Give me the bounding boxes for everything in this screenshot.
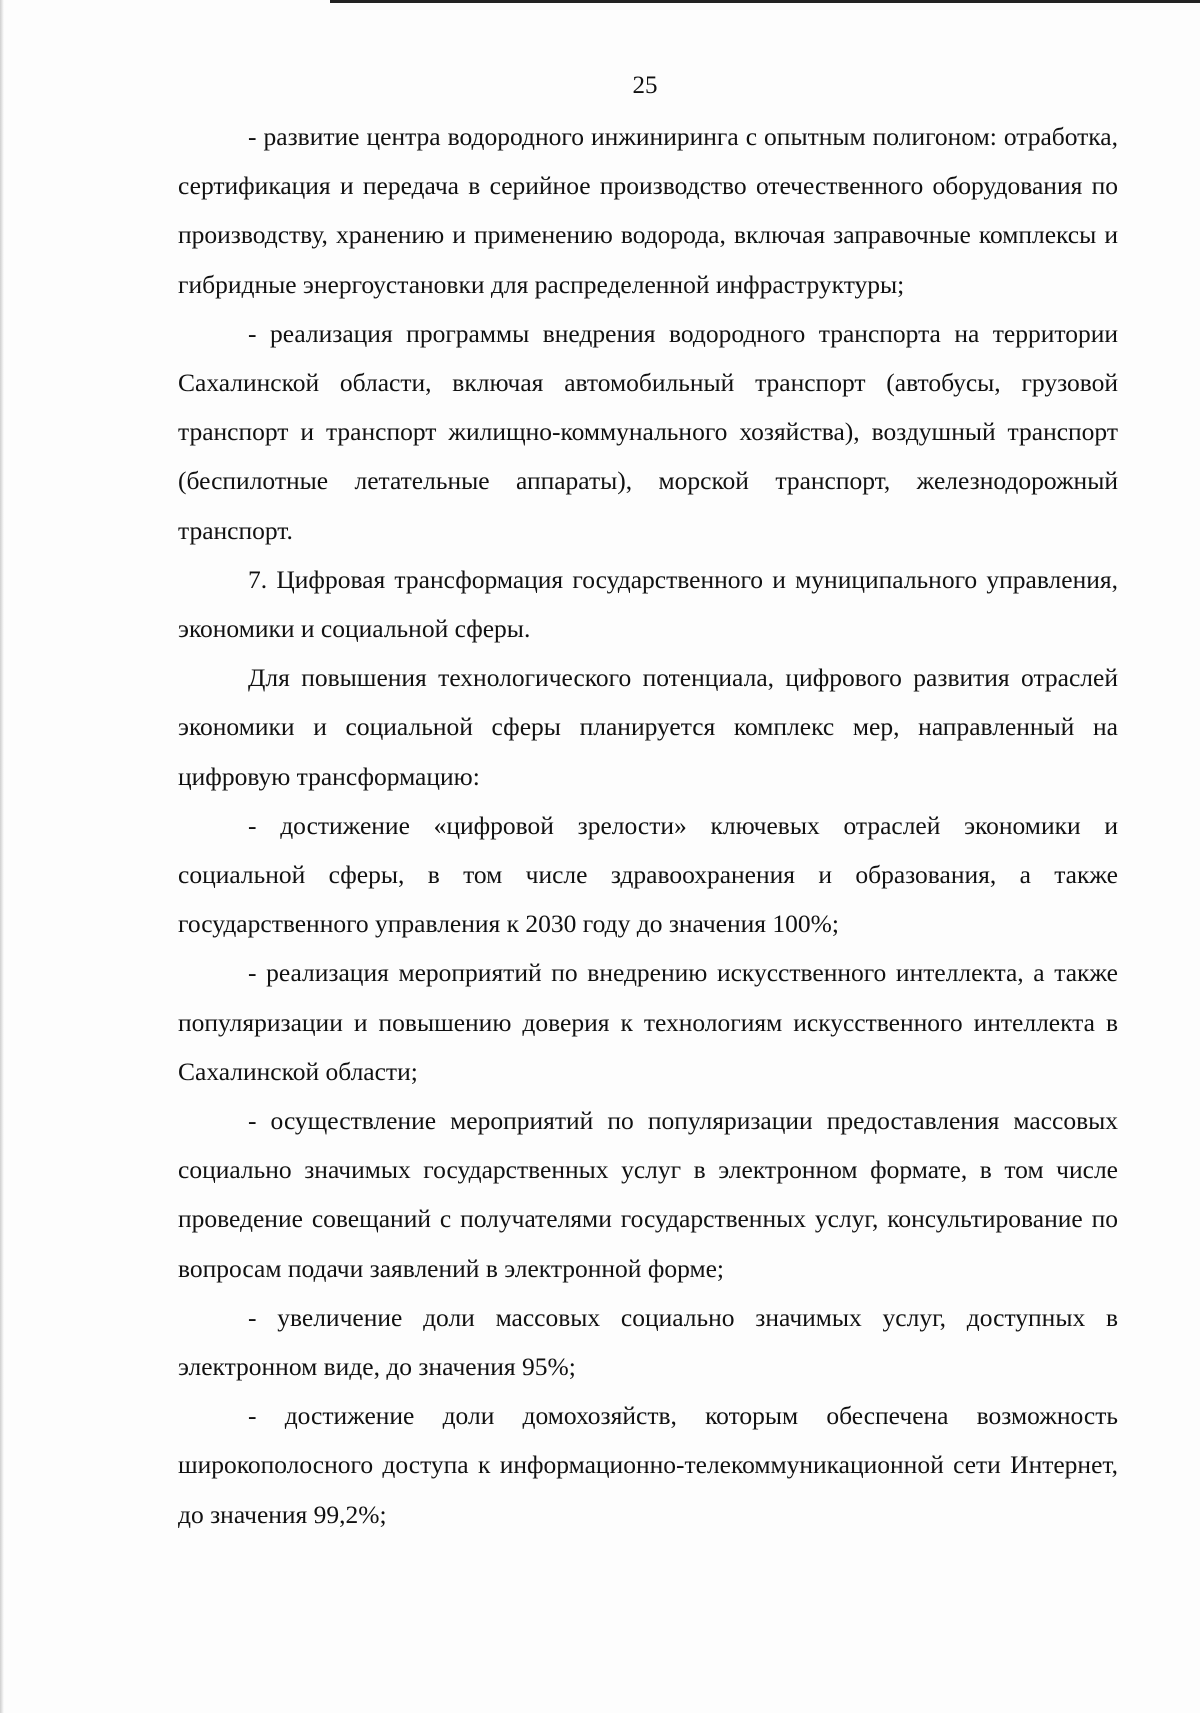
- paragraph-broadband-households: - достижение доли домохозяйств, которым обеспечена возможность широкополосного доступа к информационно-телекоммуникационной сети Интернет, до значения 99,2%;: [178, 1401, 1118, 1529]
- page-number: 25: [632, 72, 658, 99]
- paragraph-section-7-heading: 7. Цифровая трансформация государственного и муниципального управления, экономики и социальной сферы.: [178, 564, 1118, 644]
- paragraph-digital-intro: Для повышения технологического потенциала, цифрового развития отраслей экономики и социальной сферы планируется комплекс мер, направленный на цифровую трансформацию:: [178, 663, 1118, 791]
- paragraph-artificial-intelligence: - реализация мероприятий по внедрению искусственного интеллекта, а также популяризации и повышению доверия к технологиям искусственного интеллекта в Сахалинской области;: [178, 958, 1118, 1086]
- paragraph-public-services-promotion: - осуществление мероприятий по популяризации предоставления массовых социально значимых государственных услуг в электронном формате, в том числе проведение совещаний с получателями государственных услуг, консультирование по вопросам подачи заявлений в электронной форме;: [178, 1106, 1118, 1283]
- paragraph-hydrogen-transport: - реализация программы внедрения водородного транспорта на территории Сахалинской области, включая автомобильный транспорт (автобусы, грузовой транспорт и транспорт жилищно-коммунального хозяйства), воздушный транспорт (беспилотные летательные аппараты), морской транспорт, железнодорожный транспорт.: [178, 318, 1118, 545]
- document-body: [178, 112, 1118, 1539]
- paragraph-hydrogen-engineering: - развитие центра водородного инжиниринга с опытным полигоном: отработка, сертификация и передача в серийное производство отечественного оборудования по производству, хранению и применению водорода, включая заправочные комплексы и гибридные энергоустановки для распределенной инфраструктуры;: [178, 122, 1118, 299]
- paragraph-digital-maturity: - достижение «цифровой зрелости» ключевых отраслей экономики и социальной сферы, в том числе здравоохранения и образования, а также государственного управления к 2030 году до значения 100%;: [178, 810, 1118, 939]
- paragraph-electronic-services-share: - увеличение доли массовых социально значимых услуг, доступных в электронном виде, до значения 95%;: [178, 1302, 1118, 1382]
- top-edge-line: [330, 0, 1200, 3]
- scan-edge-shadow: [0, 0, 4, 1713]
